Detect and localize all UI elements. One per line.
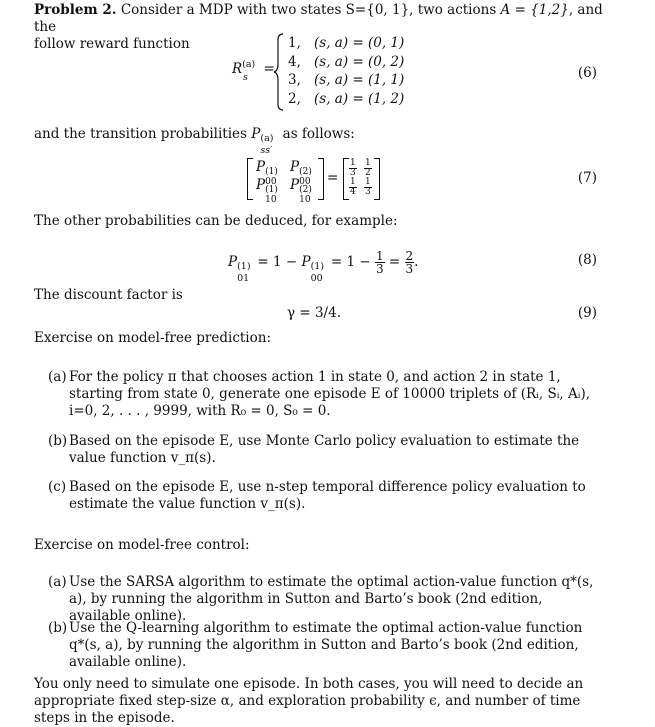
example-expression: P (1) 01 = 1 − P (1) 00 = 1 − $\frac{1}{3}$ = $\frac{2}{3}$ . bbox=[228, 249, 419, 284]
reward-case-value: 1, bbox=[288, 35, 301, 51]
problem-intro: Consider a MDP with two states S={0, 1}, two actions bbox=[120, 2, 501, 18]
reward-case-row bbox=[288, 54, 404, 71]
equation-number-6: (6) bbox=[577, 65, 597, 81]
equation-number-7: (7) bbox=[577, 170, 597, 186]
reward-case-condition: (s, a) = (1, 2) bbox=[314, 90, 405, 107]
matrix-cell-fraction: $\frac{1}{3}$ bbox=[350, 158, 356, 178]
matrix-cell-p: P (2) 00 bbox=[290, 159, 312, 187]
fraction-two-thirds: $\frac{2}{3}$ bbox=[405, 249, 414, 276]
action-set: A = {1,2} bbox=[500, 2, 569, 18]
matrix-cell-p: P (1) 00 bbox=[256, 159, 278, 187]
control-title: Exercise on model-free control: bbox=[34, 537, 250, 553]
matrix-cell-p: P (1) 10 bbox=[256, 177, 278, 205]
reward-case-row bbox=[288, 91, 404, 108]
reward-case-value: 2, bbox=[288, 90, 301, 107]
reward-case-condition: (s, a) = (1, 1) bbox=[314, 72, 405, 88]
reward-lhs-sub: s bbox=[243, 72, 248, 83]
reward-case-row bbox=[288, 35, 404, 52]
transition-sup: (a) bbox=[260, 133, 274, 144]
reward-case-value: 3, bbox=[288, 72, 301, 88]
prediction-title: Exercise on model-free prediction: bbox=[34, 330, 271, 346]
deduce-text: The other probabilities can be deduced, for example: bbox=[34, 213, 398, 229]
fraction-one-third: $\frac{1}{3}$ bbox=[375, 249, 384, 276]
reward-lhs: $R^{(a)}$ s = bbox=[232, 61, 275, 79]
reward-case-condition: (s, a) = (0, 2) bbox=[314, 53, 405, 70]
reward-equals: = bbox=[263, 61, 275, 77]
reward-lhs-sup: (a) bbox=[242, 59, 256, 70]
equation-number-8: (8) bbox=[577, 252, 597, 268]
matrix-cell-fraction: $\frac{1}{4}$ bbox=[350, 177, 356, 197]
left-matrix-bracket-close bbox=[318, 158, 324, 200]
reward-case-value: 4, bbox=[288, 53, 301, 70]
right-matrix-bracket-close bbox=[374, 158, 380, 200]
transition-sub: ss′ bbox=[260, 145, 273, 156]
transition-symbol: P bbox=[251, 126, 261, 142]
left-matrix-bracket-open bbox=[247, 158, 253, 200]
matrix-cell-fraction: $\frac{1}{3}$ bbox=[365, 177, 371, 197]
problem-intro-line2: follow reward function bbox=[34, 36, 190, 52]
gamma-equation: γ = 3/4. bbox=[287, 305, 341, 321]
transition-equals: = bbox=[327, 170, 339, 186]
closing-paragraph: You only need to simulate one episode. In both cases, you will need to decide an appropriate fixed step-size α, and exploration probability ϵ, and number of time steps in the episode. bbox=[34, 676, 584, 726]
left-curly-brace bbox=[272, 32, 286, 112]
reward-case-row bbox=[288, 72, 404, 89]
problem-heading: Problem 2. bbox=[34, 2, 117, 18]
transition-text: and the transition probabilities P (a) ss′ as follows: bbox=[34, 126, 604, 143]
equation-number-9: (9) bbox=[577, 305, 597, 321]
discount-text: The discount factor is bbox=[34, 287, 183, 303]
problem-intro-end: , and the bbox=[34, 2, 603, 35]
matrix-cell-fraction: $\frac{1}{2}$ bbox=[365, 158, 371, 178]
reward-case-condition: (s, a) = (0, 1) bbox=[314, 35, 405, 51]
matrix-cell-p: P (2) 10 bbox=[290, 177, 312, 205]
